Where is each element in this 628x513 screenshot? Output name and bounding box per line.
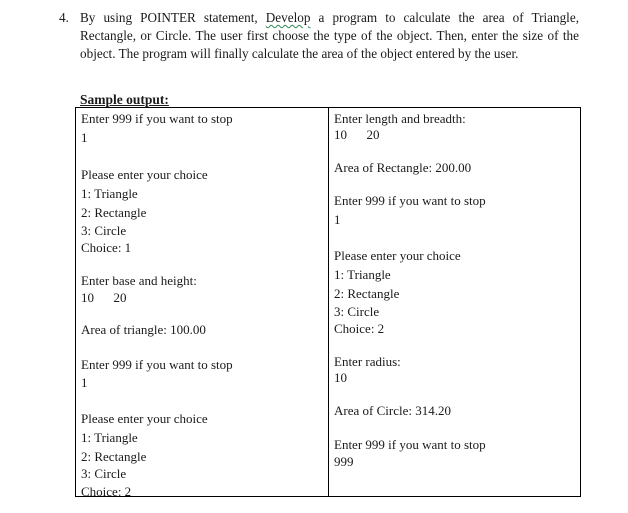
question-block bbox=[59, 9, 579, 63]
right-line: Enter 999 if you want to stop bbox=[334, 193, 486, 208]
right-line: Enter radius: bbox=[334, 354, 401, 369]
left-line: Enter 999 if you want to stop bbox=[81, 111, 233, 126]
right-line: Enter length and breadth: bbox=[334, 111, 466, 126]
right-line: 999 bbox=[334, 454, 354, 469]
left-line: 2: Rectangle bbox=[81, 449, 147, 464]
right-line: Area of Circle: 314.20 bbox=[334, 403, 451, 418]
question-text bbox=[80, 9, 579, 63]
left-line: 1 bbox=[81, 375, 88, 390]
question-number: 4. bbox=[59, 10, 69, 25]
left-line: Please enter your choice bbox=[81, 167, 208, 182]
left-line: Please enter your choice bbox=[81, 411, 208, 426]
question-text-end: a program to calculate the area of Triangle, Rectangle, or Circle. The user first choose the type of the object. Then, enter the size of the object. The program will finally calculate the area of the object entered by the user. bbox=[80, 10, 580, 61]
right-line: 1: Triangle bbox=[334, 267, 391, 282]
left-line: Area of triangle: 100.00 bbox=[81, 322, 206, 337]
right-line: Please enter your choice bbox=[334, 248, 461, 263]
sample-output-heading: Sample output: bbox=[80, 92, 169, 107]
right-line: Enter 999 if you want to stop bbox=[334, 437, 486, 452]
right-line: 2: Rectangle bbox=[334, 286, 400, 301]
spellcheck-flagged-word: Develop bbox=[265, 10, 311, 25]
left-line: 1: Triangle bbox=[81, 186, 138, 201]
left-line: 10 20 bbox=[81, 290, 127, 305]
right-line: Area of Rectangle: 200.00 bbox=[334, 160, 472, 175]
right-line: 10 bbox=[334, 370, 347, 385]
left-line: Choice: 1 bbox=[81, 240, 132, 255]
left-line: Choice: 2 bbox=[81, 484, 132, 499]
left-line: Enter base and height: bbox=[81, 273, 197, 288]
column-divider bbox=[328, 108, 329, 496]
left-line: 1: Triangle bbox=[81, 430, 138, 445]
left-line: Enter 999 if you want to stop bbox=[81, 357, 233, 372]
left-line: 3: Circle bbox=[81, 466, 127, 481]
right-line: 3: Circle bbox=[334, 304, 380, 319]
sample-output-table bbox=[75, 107, 581, 497]
left-line: 1 bbox=[81, 130, 88, 145]
left-line: 2: Rectangle bbox=[81, 205, 147, 220]
left-line: 3: Circle bbox=[81, 223, 127, 238]
right-line: 10 20 bbox=[334, 127, 380, 142]
right-line: 1 bbox=[334, 212, 341, 227]
question-text-start: By using POINTER statement, bbox=[80, 10, 266, 25]
right-line: Choice: 2 bbox=[334, 321, 385, 336]
